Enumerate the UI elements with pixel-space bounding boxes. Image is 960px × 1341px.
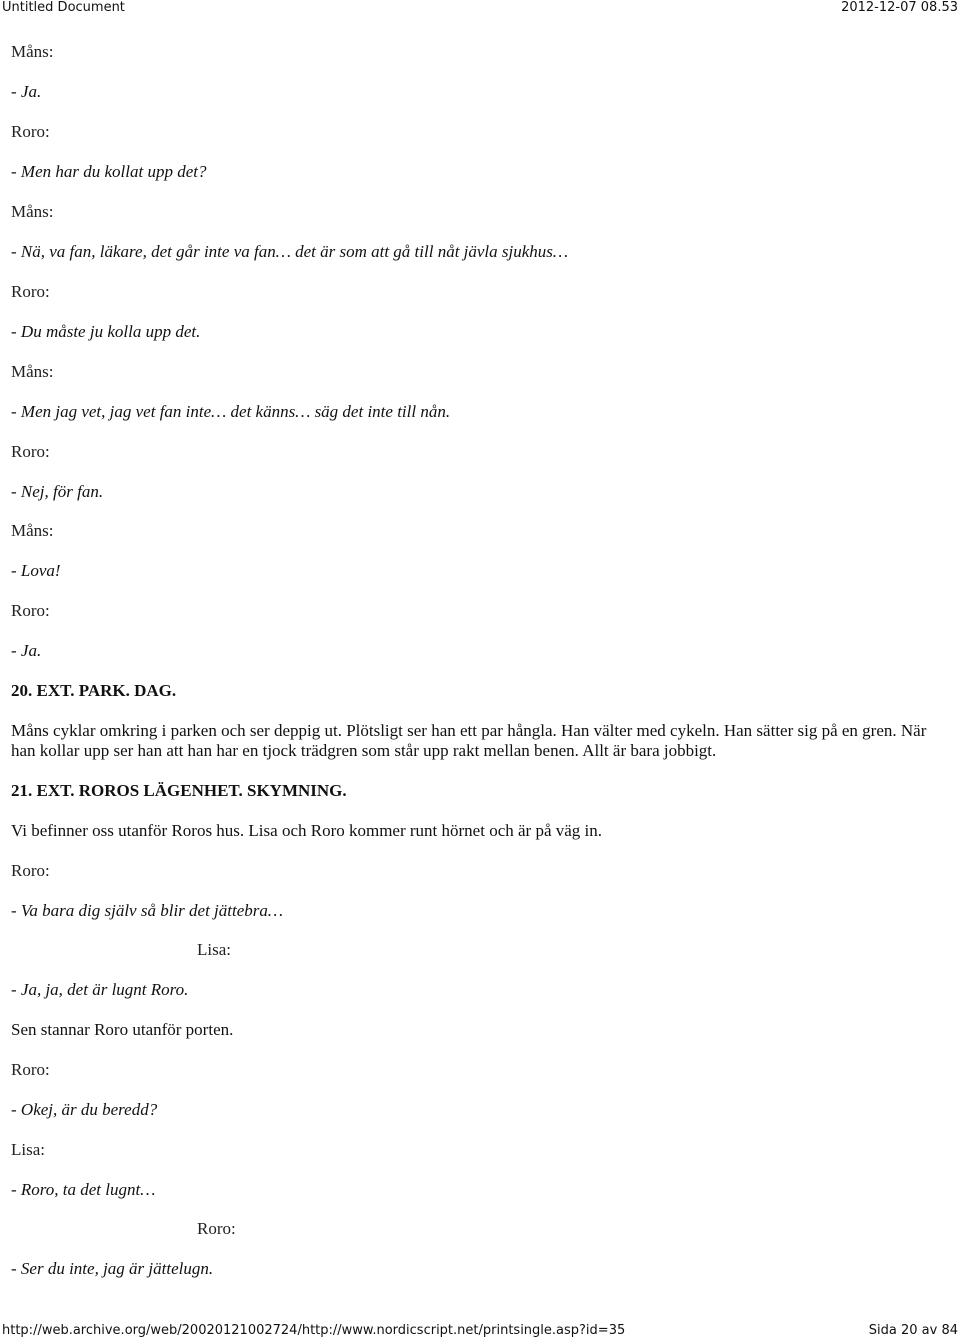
dialog-line: - Ja. <box>11 641 42 660</box>
speaker-line: Roro: <box>11 601 50 620</box>
speaker-line: Måns: <box>11 521 54 540</box>
dialog-line: - Okej, är du beredd? <box>11 1100 158 1119</box>
dialog-line: - Nej, för fan. <box>11 482 104 501</box>
dialog-line: - Ser du inte, jag är jättelugn. <box>11 1259 214 1278</box>
source-url: http://web.archive.org/web/20020121002724/http://www.nordicscript.net/printsingle.asp?id=35 <box>2 1323 626 1338</box>
scene-heading: 21. EXT. ROROS LÄGENHET. SKYMNING. <box>11 781 347 800</box>
speaker-line: Roro: <box>11 1060 50 1079</box>
dialog-line: - Lova! <box>11 561 61 580</box>
action-paragraph: Sen stannar Roro utanför porten. <box>11 1020 234 1039</box>
dialog-line: - Va bara dig själv så blir det jättebra… <box>11 901 283 920</box>
dialog-line: - Roro, ta det lugnt… <box>11 1180 156 1199</box>
speaker-line: Lisa: <box>11 1140 45 1159</box>
speaker-line: Roro: <box>11 122 50 141</box>
speaker-line: Måns: <box>11 42 54 61</box>
dialog-line: - Men jag vet, jag vet fan inte… det känns… säg det inte till nån. <box>11 402 451 421</box>
speaker-line: Roro: <box>11 861 50 880</box>
scene-heading: 20. EXT. PARK. DAG. <box>11 681 177 700</box>
speaker-line: Roro: <box>11 282 50 301</box>
action-paragraph: Vi befinner oss utanför Roros hus. Lisa och Roro kommer runt hörnet och är på väg in. <box>11 821 603 840</box>
print-footer <box>0 1323 960 1339</box>
page-number: Sida 20 av 84 <box>868 1323 958 1338</box>
print-header <box>0 0 960 16</box>
print-datetime: 2012-12-07 08.53 <box>841 0 958 15</box>
dialog-line: - Men har du kollat upp det? <box>11 162 207 181</box>
dialog-line: - Du måste ju kolla upp det. <box>11 322 201 341</box>
dialog-line: - Ja, ja, det är lugnt Roro. <box>11 980 189 999</box>
speaker-line: Lisa: <box>197 940 231 959</box>
dialog-line: - Nä, va fan, läkare, det går inte va fan… det är som att gå till nåt jävla sjukhus… <box>11 242 569 261</box>
action-paragraph: Måns cyklar omkring i parken och ser deppig ut. Plötsligt ser han ett par hångla. Han välter med cykeln. Han sätter sig på en gren. När han kollar upp ser han att han har en tjock trädgren som står upp rakt mellan benen. Allt är bara jobbigt. <box>11 721 927 760</box>
dialog-line: - Ja. <box>11 82 42 101</box>
document-title: Untitled Document <box>2 0 125 15</box>
speaker-line: Måns: <box>11 362 54 381</box>
speaker-line: Roro: <box>197 1219 236 1238</box>
speaker-line: Måns: <box>11 202 54 221</box>
speaker-line: Roro: <box>11 442 50 461</box>
